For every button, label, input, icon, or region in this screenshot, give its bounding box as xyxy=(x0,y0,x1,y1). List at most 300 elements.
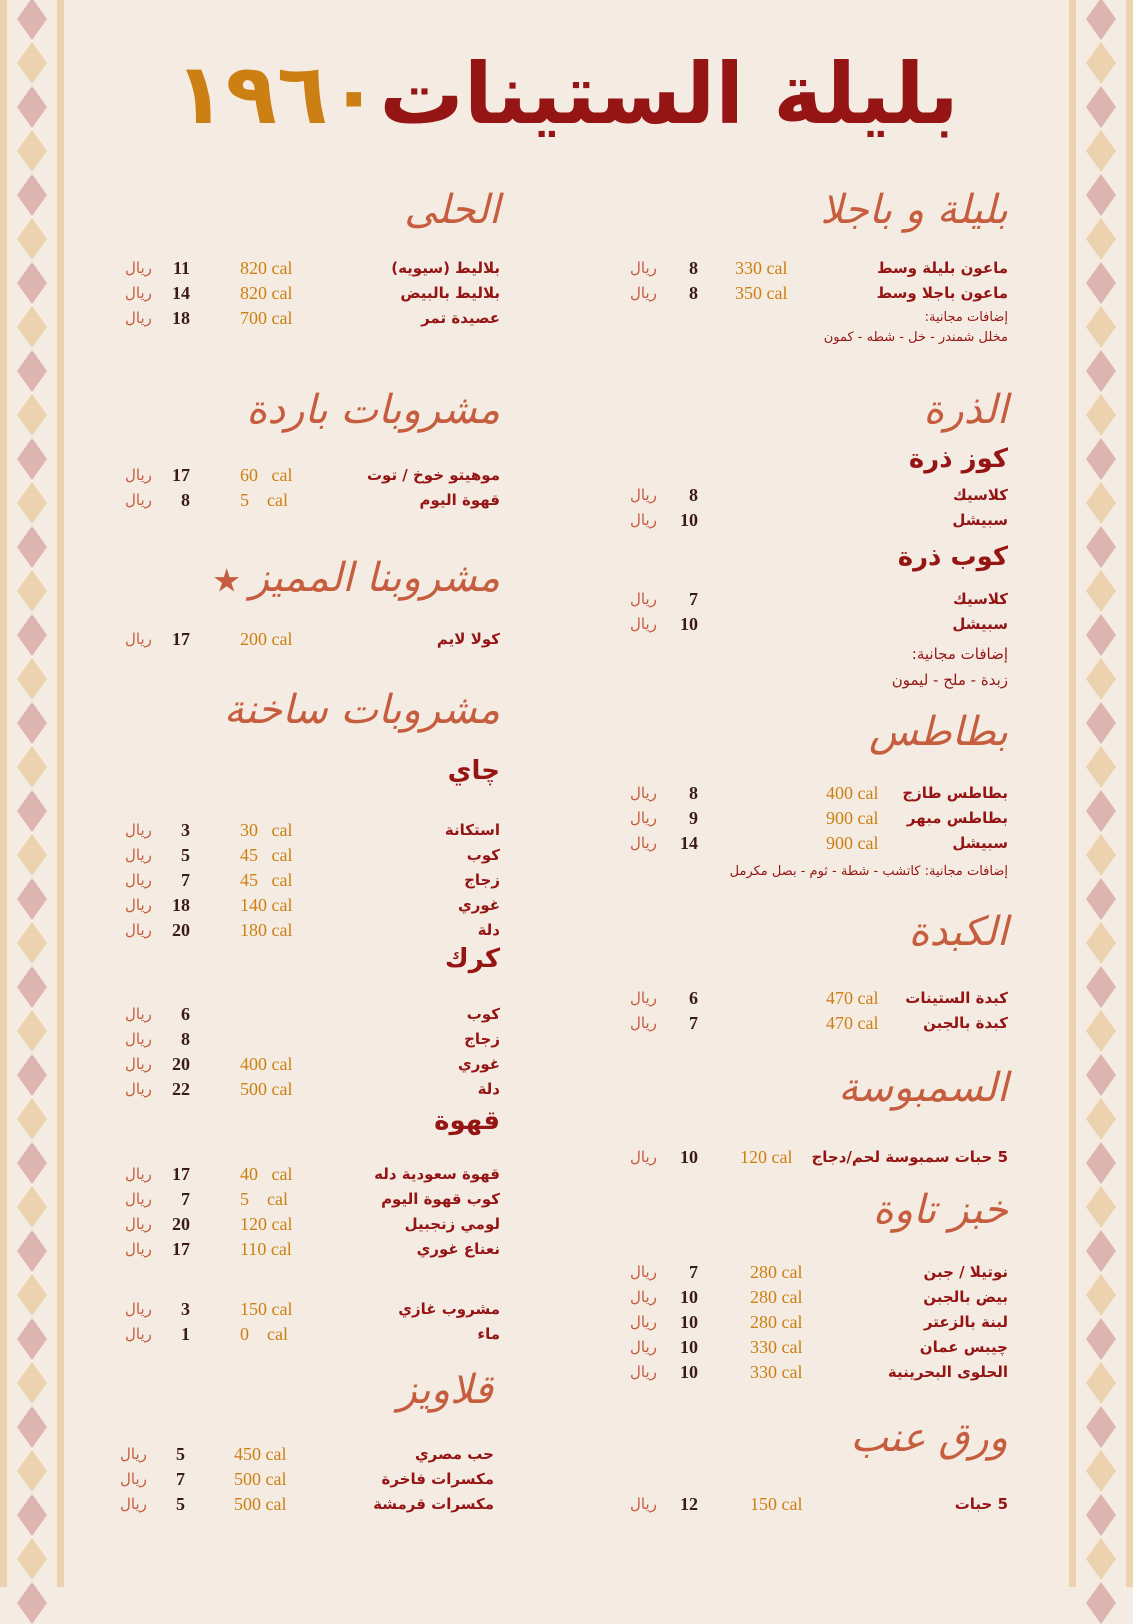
diamond-ornament xyxy=(17,702,47,744)
menu-item-row xyxy=(630,1492,1008,1516)
currency-label: ريال xyxy=(125,1055,152,1073)
item-price: 7 xyxy=(181,1189,190,1209)
diamond-ornament xyxy=(17,1582,47,1624)
diamond-ornament xyxy=(1086,482,1116,524)
diamond-ornament xyxy=(17,262,47,304)
currency-label: ريال xyxy=(630,1313,657,1331)
item-name: نوتيلا / جبن xyxy=(923,1263,1008,1281)
section-heading-cold-drinks: مشروبات باردة xyxy=(246,387,500,433)
item-price: 10 xyxy=(680,1337,698,1357)
item-calories: 60 cal xyxy=(240,465,293,485)
diamond-ornament xyxy=(1086,262,1116,304)
diamond-ornament xyxy=(1086,570,1116,612)
menu-title-text: بليلة الستينات xyxy=(379,45,959,143)
diamond-ornament xyxy=(1086,658,1116,700)
item-name: مكسرات قرمشة xyxy=(373,1495,494,1513)
diamond-ornament xyxy=(17,614,47,656)
section-heading-hot-drinks: مشروبات ساخنة xyxy=(223,687,500,733)
item-calories: 900 cal xyxy=(826,833,879,853)
diamond-ornament xyxy=(1086,878,1116,920)
section-heading-tawa: خبز تاوة xyxy=(872,1187,1008,1233)
diamond-ornament xyxy=(17,394,47,436)
item-name: استكانة xyxy=(444,821,500,839)
item-calories: 500 cal xyxy=(234,1469,287,1489)
diamond-ornament xyxy=(17,1318,47,1360)
diamond-ornament xyxy=(17,1274,47,1316)
subheading-corn-cup: كوب ذرة xyxy=(897,542,1008,572)
section-heading-grape-leaves: ورق عنب xyxy=(850,1415,1008,1461)
item-name: بطاطس مبهر xyxy=(906,809,1008,827)
diamond-ornament xyxy=(1086,1054,1116,1096)
diamond-ornament xyxy=(1086,1010,1116,1052)
item-price: 18 xyxy=(172,308,190,328)
item-name: كبدة بالجبن xyxy=(923,1014,1008,1032)
item-calories: 45 cal xyxy=(240,845,293,865)
menu-item-row xyxy=(125,1052,500,1076)
menu-item-row xyxy=(630,831,1008,855)
diamond-ornament xyxy=(1086,1450,1116,1492)
item-calories: 200 cal xyxy=(240,629,293,649)
diamond-ornament xyxy=(17,1450,47,1492)
item-price: 3 xyxy=(181,1299,190,1319)
item-price: 10 xyxy=(680,1312,698,1332)
menu-item-row xyxy=(125,1002,500,1026)
currency-label: ريال xyxy=(125,1300,152,1318)
border-strip xyxy=(1126,0,1133,1587)
diamond-ornament xyxy=(17,438,47,480)
diamond-ornament xyxy=(1086,438,1116,480)
item-calories: 280 cal xyxy=(750,1287,803,1307)
diamond-ornament xyxy=(17,1406,47,1448)
item-price: 10 xyxy=(680,1287,698,1307)
item-name: نعناع غوري xyxy=(416,1240,500,1258)
menu-item-row xyxy=(125,1212,500,1236)
currency-label: ريال xyxy=(630,989,657,1007)
item-price: 8 xyxy=(689,283,698,303)
diamond-ornament xyxy=(1086,218,1116,260)
diamond-ornament xyxy=(1086,1186,1116,1228)
menu-item-row xyxy=(630,587,1008,611)
diamond-ornament xyxy=(17,306,47,348)
item-name: لومي زنجبيل xyxy=(404,1215,500,1233)
subheading-tea: چاي xyxy=(447,756,500,786)
diamond-ornament xyxy=(17,1054,47,1096)
item-name: زجاج xyxy=(464,1030,500,1048)
currency-label: ريال xyxy=(630,1263,657,1281)
diamond-ornament xyxy=(1086,1494,1116,1536)
item-name: كوب xyxy=(466,846,500,864)
diamond-ornament xyxy=(1086,834,1116,876)
item-calories: 280 cal xyxy=(750,1312,803,1332)
item-price: 5 xyxy=(176,1444,185,1464)
item-calories: 350 cal xyxy=(735,283,788,303)
item-name: چيبس عمان xyxy=(919,1338,1008,1356)
diamond-ornament xyxy=(17,218,47,260)
diamond-ornament xyxy=(17,966,47,1008)
item-price: 6 xyxy=(181,1004,190,1024)
diamond-ornament xyxy=(17,790,47,832)
currency-label: ريال xyxy=(125,1240,152,1258)
diamond-ornament xyxy=(1086,0,1116,40)
section-heading-balila: بليلة و باجلا xyxy=(820,187,1008,233)
currency-label: ريال xyxy=(125,466,152,484)
currency-label: ريال xyxy=(125,871,152,889)
diamond-ornament xyxy=(1086,922,1116,964)
menu-item-row xyxy=(120,1467,494,1491)
item-calories: 5 cal xyxy=(240,1189,288,1209)
diamond-ornament xyxy=(1086,1362,1116,1404)
currency-label: ريال xyxy=(120,1445,147,1463)
currency-label: ريال xyxy=(125,1165,152,1183)
diamond-ornament xyxy=(1086,746,1116,788)
menu-item-row xyxy=(120,1492,494,1516)
currency-label: ريال xyxy=(125,630,152,648)
menu-item-row xyxy=(125,1322,500,1346)
item-calories: 120 cal xyxy=(240,1214,293,1234)
diamond-ornament xyxy=(1086,1274,1116,1316)
diamond-ornament xyxy=(17,1142,47,1184)
currency-label: ريال xyxy=(630,486,657,504)
diamond-ornament xyxy=(17,570,47,612)
item-name: بلاليط بالبيض xyxy=(400,284,500,302)
subheading-corn-cob: كوز ذرة xyxy=(908,444,1008,474)
currency-label: ريال xyxy=(630,834,657,852)
item-calories: 5 cal xyxy=(240,490,288,510)
item-price: 18 xyxy=(172,895,190,915)
currency-label: ريال xyxy=(630,809,657,827)
currency-label: ريال xyxy=(125,1215,152,1233)
item-price: 22 xyxy=(172,1079,190,1099)
border-strip xyxy=(1069,0,1076,1587)
currency-label: ريال xyxy=(125,846,152,864)
item-name: كولا لايم xyxy=(436,630,500,648)
diamond-ornament xyxy=(1086,306,1116,348)
menu-item-row xyxy=(630,1285,1008,1309)
item-name: دلة xyxy=(477,921,500,939)
menu-item-row xyxy=(630,1360,1008,1384)
item-name: مشروب غازي xyxy=(398,1300,500,1318)
currency-label: ريال xyxy=(630,259,657,277)
item-name: ماعون بليلة وسط xyxy=(876,259,1008,277)
menu-item-row xyxy=(125,488,500,512)
item-name: كوب قهوة اليوم xyxy=(381,1190,500,1208)
item-calories: 140 cal xyxy=(240,895,293,915)
balila-note-title: إضافات مجانية: xyxy=(924,310,1008,325)
menu-item-row xyxy=(125,1187,500,1211)
item-calories: 30 cal xyxy=(240,820,293,840)
item-name: لبنة بالزعتر xyxy=(923,1313,1008,1331)
menu-item-row xyxy=(630,281,1008,305)
diamond-ornament xyxy=(17,658,47,700)
diamond-ornament xyxy=(17,1186,47,1228)
diamond-ornament xyxy=(1086,1098,1116,1140)
menu-item-row xyxy=(125,1077,500,1101)
diamond-ornament xyxy=(1086,1318,1116,1360)
menu-item-row xyxy=(125,463,500,487)
item-price: 8 xyxy=(181,490,190,510)
item-calories: 470 cal xyxy=(826,1013,879,1033)
currency-label: ريال xyxy=(630,590,657,608)
diamond-ornament xyxy=(1086,1538,1116,1580)
menu-item-row xyxy=(125,306,500,330)
item-calories: 330 cal xyxy=(750,1337,803,1357)
item-name: كلاسيك xyxy=(953,486,1008,504)
item-calories: 400 cal xyxy=(826,783,879,803)
item-price: 20 xyxy=(172,920,190,940)
item-calories: 150 cal xyxy=(750,1494,803,1514)
menu-item-row xyxy=(125,281,500,305)
item-price: 7 xyxy=(689,1013,698,1033)
menu-item-row xyxy=(125,1297,500,1321)
currency-label: ريال xyxy=(125,1080,152,1098)
right-decorative-border xyxy=(1069,0,1133,1587)
menu-item-row xyxy=(630,1335,1008,1359)
item-price: 14 xyxy=(172,283,190,303)
currency-label: ريال xyxy=(630,615,657,633)
item-name: كبدة الستينات xyxy=(905,989,1008,1007)
item-name: قهوة سعودية دله xyxy=(374,1165,500,1183)
diamond-ornament xyxy=(17,1098,47,1140)
currency-label: ريال xyxy=(125,259,152,277)
menu-item-row xyxy=(125,818,500,842)
diamond-ornament xyxy=(17,350,47,392)
item-name: عصيدة تمر xyxy=(421,309,500,327)
menu-item-row xyxy=(125,843,500,867)
diamond-ornament xyxy=(1086,966,1116,1008)
menu-item-row xyxy=(630,1145,1008,1169)
item-calories: 180 cal xyxy=(240,920,293,940)
currency-label: ريال xyxy=(125,1030,152,1048)
item-price: 7 xyxy=(689,589,698,609)
item-name: زجاج xyxy=(464,871,500,889)
item-name: سبيشل xyxy=(952,511,1008,529)
item-calories: 45 cal xyxy=(240,870,293,890)
diamond-ornament xyxy=(1086,702,1116,744)
item-name: الحلوى البحرينية xyxy=(887,1363,1008,1381)
item-price: 14 xyxy=(680,833,698,853)
currency-label: ريال xyxy=(630,1148,657,1166)
corn-note-text: زبدة - ملح - ليمون xyxy=(891,671,1008,689)
diamond-ornament xyxy=(17,0,47,40)
diamond-ornament xyxy=(1086,350,1116,392)
menu-item-row xyxy=(125,1237,500,1261)
item-price: 8 xyxy=(689,783,698,803)
currency-label: ريال xyxy=(125,1190,152,1208)
currency-label: ريال xyxy=(630,511,657,529)
diamond-ornament xyxy=(17,482,47,524)
subheading-karak: كرك xyxy=(444,944,500,974)
item-price: 9 xyxy=(689,808,698,828)
item-name: غوري xyxy=(457,1055,500,1073)
diamond-ornament xyxy=(17,1494,47,1536)
currency-label: ريال xyxy=(120,1470,147,1488)
item-price: 17 xyxy=(172,465,190,485)
diamond-ornament xyxy=(17,526,47,568)
item-name: بطاطس طازج xyxy=(902,784,1008,802)
item-calories: 110 cal xyxy=(240,1239,292,1259)
menu-item-row xyxy=(630,1011,1008,1035)
item-price: 11 xyxy=(172,258,190,278)
diamond-ornament xyxy=(1086,1230,1116,1272)
star-icon xyxy=(214,568,240,594)
currency-label: ريال xyxy=(630,1014,657,1032)
item-price: 10 xyxy=(680,1147,698,1167)
item-name: قهوة اليوم xyxy=(419,491,500,509)
menu-item-row xyxy=(630,806,1008,830)
diamond-ornament xyxy=(1086,1582,1116,1624)
menu-item-row xyxy=(630,1260,1008,1284)
item-calories: 450 cal xyxy=(234,1444,287,1464)
item-price: 17 xyxy=(172,1239,190,1259)
item-name: موهيتو خوخ / توت xyxy=(366,466,500,484)
item-calories: 820 cal xyxy=(240,258,293,278)
section-heading-corn: الذرة xyxy=(923,387,1008,433)
item-name: ماء xyxy=(477,1325,500,1343)
diamond-ornament xyxy=(1086,526,1116,568)
item-name: كوب xyxy=(466,1005,500,1023)
item-price: 20 xyxy=(172,1214,190,1234)
item-name: غوري xyxy=(457,896,500,914)
currency-label: ريال xyxy=(630,1495,657,1513)
diamond-ornament xyxy=(17,1230,47,1272)
item-price: 5 xyxy=(181,845,190,865)
item-calories: 500 cal xyxy=(234,1494,287,1514)
item-calories: 150 cal xyxy=(240,1299,293,1319)
menu-item-row xyxy=(125,918,500,942)
diamond-ornament xyxy=(17,746,47,788)
item-calories: 330 cal xyxy=(750,1362,803,1382)
border-strip xyxy=(57,0,64,1587)
diamond-ornament xyxy=(17,1010,47,1052)
item-calories: 40 cal xyxy=(240,1164,293,1184)
currency-label: ريال xyxy=(630,1288,657,1306)
item-price: 20 xyxy=(172,1054,190,1074)
item-calories: 400 cal xyxy=(240,1054,293,1074)
menu-item-row xyxy=(630,1310,1008,1334)
item-price: 10 xyxy=(680,614,698,634)
item-name: مكسرات فاخرة xyxy=(381,1470,494,1488)
currency-label: ريال xyxy=(125,491,152,509)
menu-item-row xyxy=(125,1027,500,1051)
item-price: 7 xyxy=(181,870,190,890)
item-name: سبيشل xyxy=(952,834,1008,852)
item-price: 10 xyxy=(680,1362,698,1382)
item-name: حب مصري xyxy=(414,1445,494,1463)
item-price: 12 xyxy=(680,1494,698,1514)
item-price: 17 xyxy=(172,629,190,649)
item-price: 10 xyxy=(680,510,698,530)
item-name: ماعون باجلا وسط xyxy=(876,284,1008,302)
potatoes-note: إضافات مجانية: كاتشب - شطة - ثوم - بصل مكرمل xyxy=(729,864,1008,879)
item-calories: 120 cal xyxy=(740,1147,793,1167)
menu-item-row xyxy=(630,256,1008,280)
diamond-ornament xyxy=(1086,130,1116,172)
diamond-ornament xyxy=(1086,790,1116,832)
item-price: 8 xyxy=(689,258,698,278)
item-name: كلاسيك xyxy=(953,590,1008,608)
item-name: بيض بالجبن xyxy=(923,1288,1008,1306)
currency-label: ريال xyxy=(120,1495,147,1513)
menu-item-row xyxy=(630,483,1008,507)
currency-label: ريال xyxy=(125,821,152,839)
currency-label: ريال xyxy=(630,1338,657,1356)
item-name: 5 حبات xyxy=(954,1495,1008,1513)
item-name: 5 حبات سمبوسة لحم/دجاج xyxy=(811,1148,1008,1166)
menu-item-row xyxy=(630,612,1008,636)
balila-note-text: مخلل شمندر - خل - شطه - كمون xyxy=(823,330,1008,345)
currency-label: ريال xyxy=(125,921,152,939)
menu-title-year: ١٩٦٠ xyxy=(174,45,380,143)
currency-label: ريال xyxy=(125,1325,152,1343)
menu-item-row xyxy=(125,868,500,892)
section-heading-signature-drink xyxy=(214,555,500,601)
diamond-ornament xyxy=(17,130,47,172)
currency-label: ريال xyxy=(125,284,152,302)
signature-heading-text: مشروبنا المميز xyxy=(249,555,500,601)
menu-item-row xyxy=(125,256,500,280)
border-strip xyxy=(0,0,7,1587)
currency-label: ريال xyxy=(125,309,152,327)
diamond-ornament xyxy=(17,878,47,920)
menu-item-row xyxy=(630,986,1008,1010)
item-calories: 0 cal xyxy=(240,1324,288,1344)
item-price: 3 xyxy=(181,820,190,840)
diamond-ornament xyxy=(17,1362,47,1404)
item-calories: 470 cal xyxy=(826,988,879,1008)
section-heading-liver: الكبدة xyxy=(908,909,1008,955)
item-price: 8 xyxy=(181,1029,190,1049)
section-heading-sambosa: السمبوسة xyxy=(838,1065,1008,1111)
item-name: دلة xyxy=(477,1080,500,1098)
item-name: بلاليط (سيويه) xyxy=(391,259,500,277)
menu-title xyxy=(0,45,1133,143)
section-heading-desserts: الحلى xyxy=(404,187,500,233)
menu-item-row xyxy=(125,627,500,651)
diamond-ornament xyxy=(1086,394,1116,436)
left-decorative-border xyxy=(0,0,64,1587)
currency-label: ريال xyxy=(125,1005,152,1023)
item-calories: 280 cal xyxy=(750,1262,803,1282)
item-price: 7 xyxy=(689,1262,698,1282)
diamond-ornament xyxy=(1086,1142,1116,1184)
diamond-ornament xyxy=(17,174,47,216)
subheading-coffee: قهوة xyxy=(434,1106,500,1136)
diamond-ornament xyxy=(1086,1406,1116,1448)
currency-label: ريال xyxy=(125,896,152,914)
menu-item-row xyxy=(125,893,500,917)
item-price: 1 xyxy=(181,1324,190,1344)
diamond-ornament xyxy=(1086,174,1116,216)
item-calories: 900 cal xyxy=(826,808,879,828)
section-heading-potatoes: بطاطس xyxy=(869,709,1008,755)
item-price: 17 xyxy=(172,1164,190,1184)
item-calories: 330 cal xyxy=(735,258,788,278)
diamond-ornament xyxy=(17,834,47,876)
item-price: 6 xyxy=(689,988,698,1008)
item-price: 5 xyxy=(176,1494,185,1514)
item-name: سبيشل xyxy=(952,615,1008,633)
item-price: 7 xyxy=(176,1469,185,1489)
item-calories: 500 cal xyxy=(240,1079,293,1099)
corn-note-title: إضافات مجانية: xyxy=(911,645,1008,663)
menu-item-row xyxy=(630,508,1008,532)
diamond-ornament xyxy=(17,1538,47,1580)
currency-label: ريال xyxy=(630,784,657,802)
item-calories: 700 cal xyxy=(240,308,293,328)
section-heading-nuts: قلاويز xyxy=(397,1367,493,1413)
item-calories: 820 cal xyxy=(240,283,293,303)
diamond-ornament xyxy=(17,922,47,964)
